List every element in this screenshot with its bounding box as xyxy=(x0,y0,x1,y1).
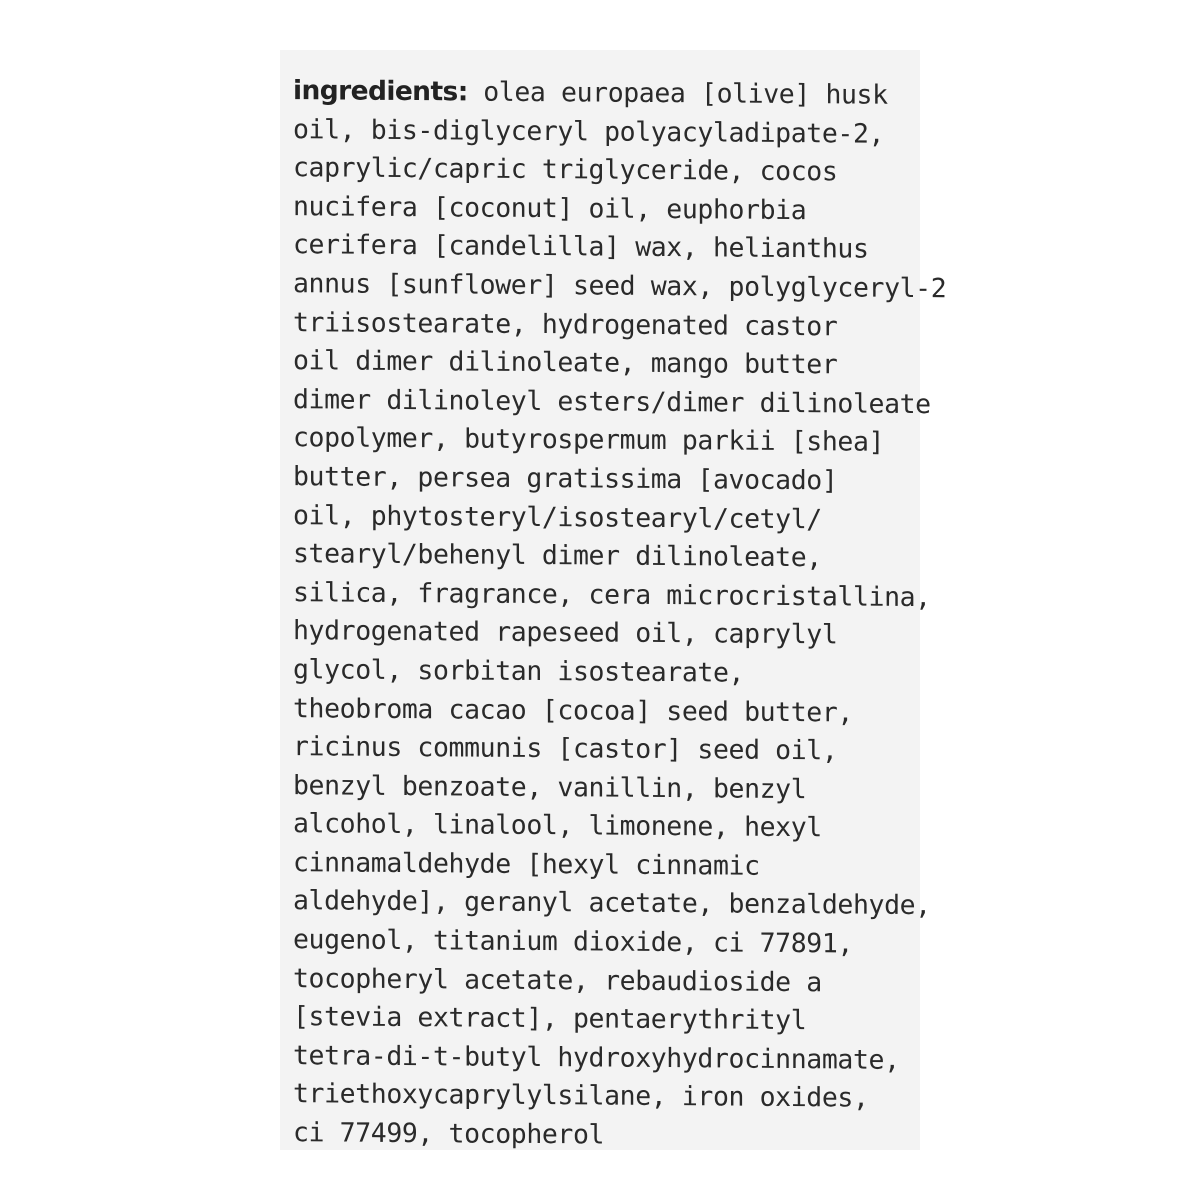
ingredient-line: tetra-di-t-butyl hydroxyhydrocinnamate, xyxy=(293,1039,900,1076)
ingredient-line: benzyl benzoate, vanillin, benzyl xyxy=(293,769,807,805)
ingredient-line: olea europaea [olive] husk xyxy=(467,76,888,111)
ingredient-line: cinnamaldehyde [hexyl cinnamic xyxy=(293,846,760,882)
ingredients-heading: ingredients: xyxy=(293,75,468,108)
ingredient-line: stearyl/behenyl dimer dilinoleate, xyxy=(293,538,822,574)
ingredient-line: theobroma cacao [cocoa] seed butter, xyxy=(293,692,853,729)
ingredient-line: oil dimer dilinoleate, mango butter xyxy=(293,345,838,381)
ingredient-line: ricinus communis [castor] seed oil, xyxy=(293,731,838,767)
ingredient-line: hydrogenated rapeseed oil, caprylyl xyxy=(293,615,838,651)
ingredient-line: nucifera [coconut] oil, euphorbia xyxy=(293,190,807,226)
ingredient-line: butter, persea gratissima [avocado] xyxy=(293,461,838,497)
ingredient-line: cerifera [candelilla] wax, helianthus xyxy=(293,229,869,265)
ingredient-line: annus [sunflower] seed wax, polyglyceryl-2 xyxy=(293,268,947,305)
ingredient-line: silica, fragrance, cera microcristallina, xyxy=(293,576,931,613)
ingredient-line: alcohol, linalool, limonene, hexyl xyxy=(293,808,822,844)
ingredient-line: ci 77499, tocopherol xyxy=(293,1117,605,1151)
ingredient-line: glycol, sorbitan isostearate, xyxy=(293,654,745,689)
ingredient-line: aldehyde], geranyl acetate, benzaldehyde, xyxy=(293,885,931,922)
ingredient-line: tocopheryl acetate, rebaudioside a xyxy=(293,962,822,998)
ingredient-line: caprylic/capric triglyceride, cocos xyxy=(293,152,838,188)
ingredient-line: triethoxycaprylylsilane, iron oxides, xyxy=(293,1078,869,1115)
ingredients-list xyxy=(280,72,947,1158)
ingredient-line: oil, phytosteryl/isostearyl/cetyl/ xyxy=(293,499,822,535)
ingredient-line: [stevia extract], pentaerythrityl xyxy=(293,1001,807,1037)
ingredient-line: copolymer, butyrospermum parkii [shea] xyxy=(293,422,885,459)
ingredient-line: dimer dilinoleyl esters/dimer dilinoleate xyxy=(293,383,931,420)
ingredients-label-panel xyxy=(280,50,947,1151)
ingredient-line: triisostearate, hydrogenated castor xyxy=(293,306,838,342)
ingredient-line: oil, bis-diglyceryl polyacyladipate-2, xyxy=(293,113,885,150)
ingredient-line: eugenol, titanium dioxide, ci 77891, xyxy=(293,924,853,960)
